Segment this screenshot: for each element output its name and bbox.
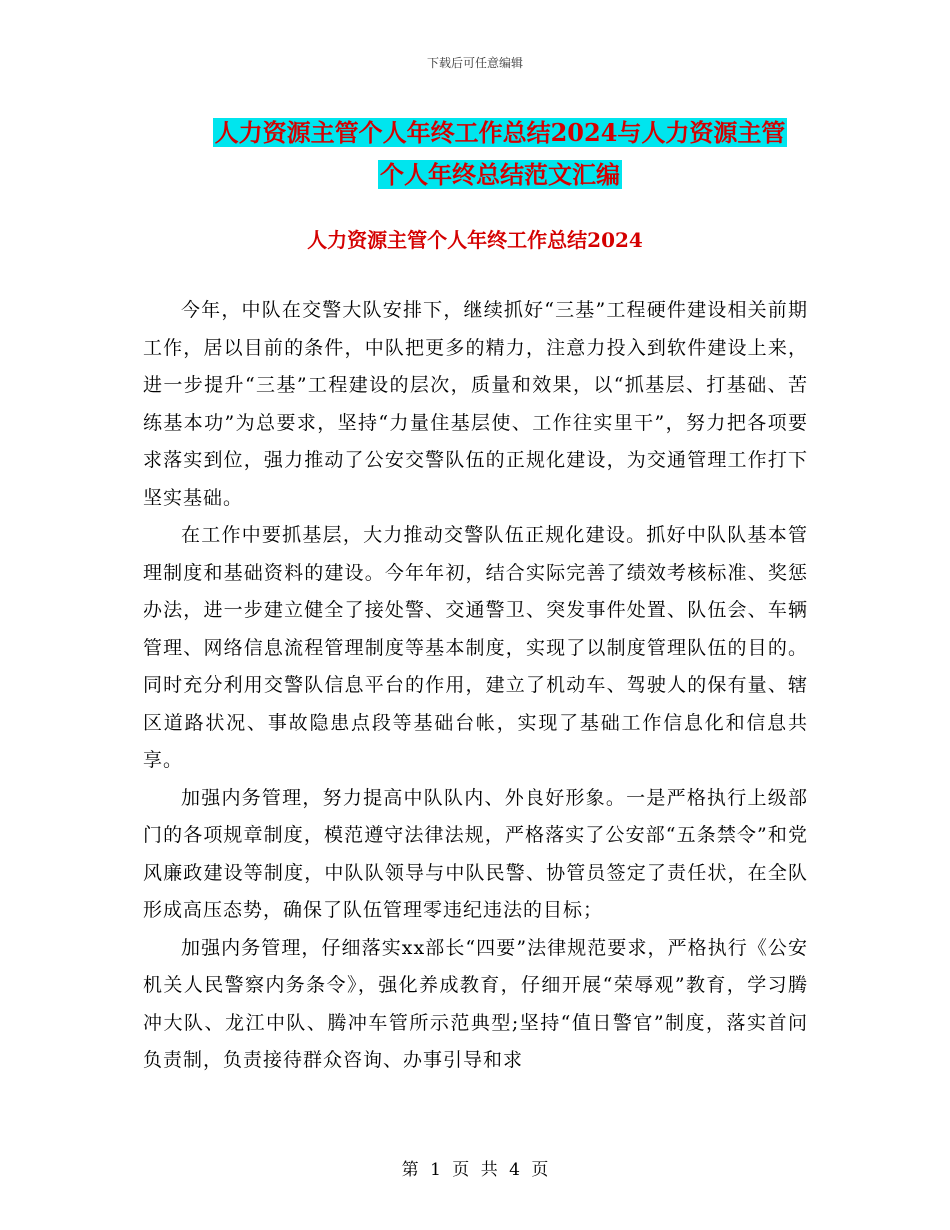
paragraph: 在工作中要抓基层，大力推动交警队伍正规化建设。抓好中队队基本管理制度和基础资料的建设。今年年初，结合实际完善了绩效考核标准、奖惩办法，进一步建立健全了接处警、交通警卫、突发事件处置、队伍会、车辆管理、网络信息流程管理制度等基本制度，实现了以制度管理队伍的目的。同时充分利用交警队信息平台的作用，建立了机动车、驾驶人的保有量、辖区道路状况、事故隐患点段等基础台帐，实现了基础工作信息化和信息共享。 xyxy=(143,524,808,771)
document-title-line-1: 人力资源主管个人年终工作总结2024与人力资源主管 xyxy=(214,118,786,147)
document-title xyxy=(140,112,860,196)
document-title-line-2: 个人年终总结范文汇编 xyxy=(380,160,620,189)
header-note: 下载后可任意编辑 xyxy=(426,56,523,70)
paragraph: 加强内务管理，仔细落实xx部长“四要”法律规范要求，严格执行《公安机关人民警察内务条令》，强化养成教育，仔细开展“荣辱观”教育，学习腾冲大队、龙江中队、腾冲车管所示范典型;坚持“值日警官”制度，落实首问负责制，负责接待群众咨询、办事引导和求 xyxy=(143,936,808,1071)
section-title: 人力资源主管个人年终工作总结2024 xyxy=(307,228,643,252)
paragraph: 今年，中队在交警大队安排下，继续抓好“三基”工程硬件建设相关前期工作，居以目前的条件，中队把更多的精力，注意力投入到软件建设上来，进一步提升“三基”工程建设的层次，质量和效果，以“抓基层、打基础、苦练基本功”为总要求，坚持“力量住基层使、工作往实里干”，努力把各项要求落实到位，强力推动了公安交警队伍的正规化建设，为交通管理工作打下坚实基础。 xyxy=(143,299,808,509)
paragraph: 加强内务管理，努力提高中队队内、外良好形象。一是严格执行上级部门的各项规章制度，模范遵守法律法规，严格落实了公安部“五条禁令”和党风廉政建设等制度，中队队领导与中队民警、协管员签定了责任状，在全队形成高压态势，确保了队伍管理零违纪违法的目标； xyxy=(143,786,808,921)
body-text xyxy=(143,292,808,1080)
page-footer: 第 1 页 共 4 页 xyxy=(401,1160,549,1180)
